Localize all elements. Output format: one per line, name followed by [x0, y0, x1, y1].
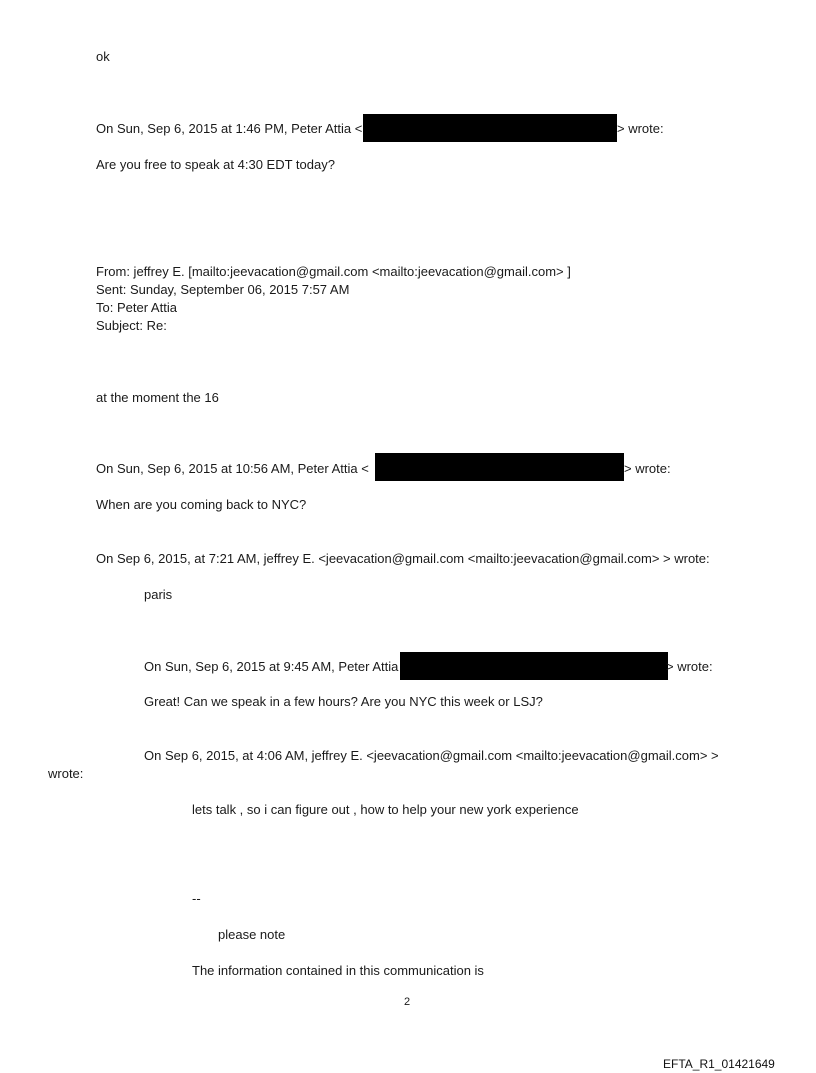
header-to: To: Peter Attia — [96, 300, 177, 315]
header-from: From: jeffrey E. [mailto:jeevacation@gmail.com <mailto:jeevacation@gmail.com> ] — [96, 264, 571, 279]
quote-header-2-suffix: > wrote: — [624, 461, 671, 476]
header-sent: Sent: Sunday, September 06, 2015 7:57 AM — [96, 282, 350, 297]
quote-header-4-suffix: > wrote: — [666, 659, 713, 674]
message-great: Great! Can we speak in a few hours? Are you NYC this week or LSJ? — [144, 694, 543, 709]
header-subject: Subject: Re: — [96, 318, 167, 333]
disclaimer-please-note: please note — [218, 927, 286, 942]
reply-ok: ok — [96, 49, 110, 64]
quote-header-5: On Sep 6, 2015, at 4:06 AM, jeffrey E. <jeevacation@gmail.com <mailto:jeevacation@gmail.com> > — [144, 748, 719, 763]
message-moment: at the moment the 16 — [96, 390, 219, 405]
message-coming-back: When are you coming back to NYC? — [96, 497, 307, 512]
signature-separator: -- — [192, 891, 201, 906]
message-free-to-speak: Are you free to speak at 4:30 EDT today? — [96, 157, 335, 172]
quote-header-5-wrap: wrote: — [48, 766, 84, 781]
disclaimer-text: The information contained in this communication is — [192, 963, 484, 978]
redaction-bar — [400, 652, 668, 680]
quote-header-4-prefix: On Sun, Sep 6, 2015 at 9:45 AM, Peter Attia — [144, 659, 399, 674]
quote-header-2-prefix: On Sun, Sep 6, 2015 at 10:56 AM, Peter Attia < — [96, 461, 369, 476]
page-number: 2 — [404, 996, 411, 1008]
message-paris: paris — [144, 587, 173, 602]
quote-header-1-suffix: > wrote: — [617, 121, 664, 136]
quote-header-3: On Sep 6, 2015, at 7:21 AM, jeffrey E. <jeevacation@gmail.com <mailto:jeevacation@gmail.com> > wrote: — [96, 551, 710, 566]
document-id: EFTA_R1_01421649 — [663, 1057, 775, 1071]
redaction-bar — [363, 114, 617, 142]
quote-header-1-prefix: On Sun, Sep 6, 2015 at 1:46 PM, Peter Attia < — [96, 121, 363, 136]
message-lets-talk: lets talk , so i can figure out , how to help your new york experience — [192, 802, 579, 817]
redaction-bar — [375, 453, 624, 481]
